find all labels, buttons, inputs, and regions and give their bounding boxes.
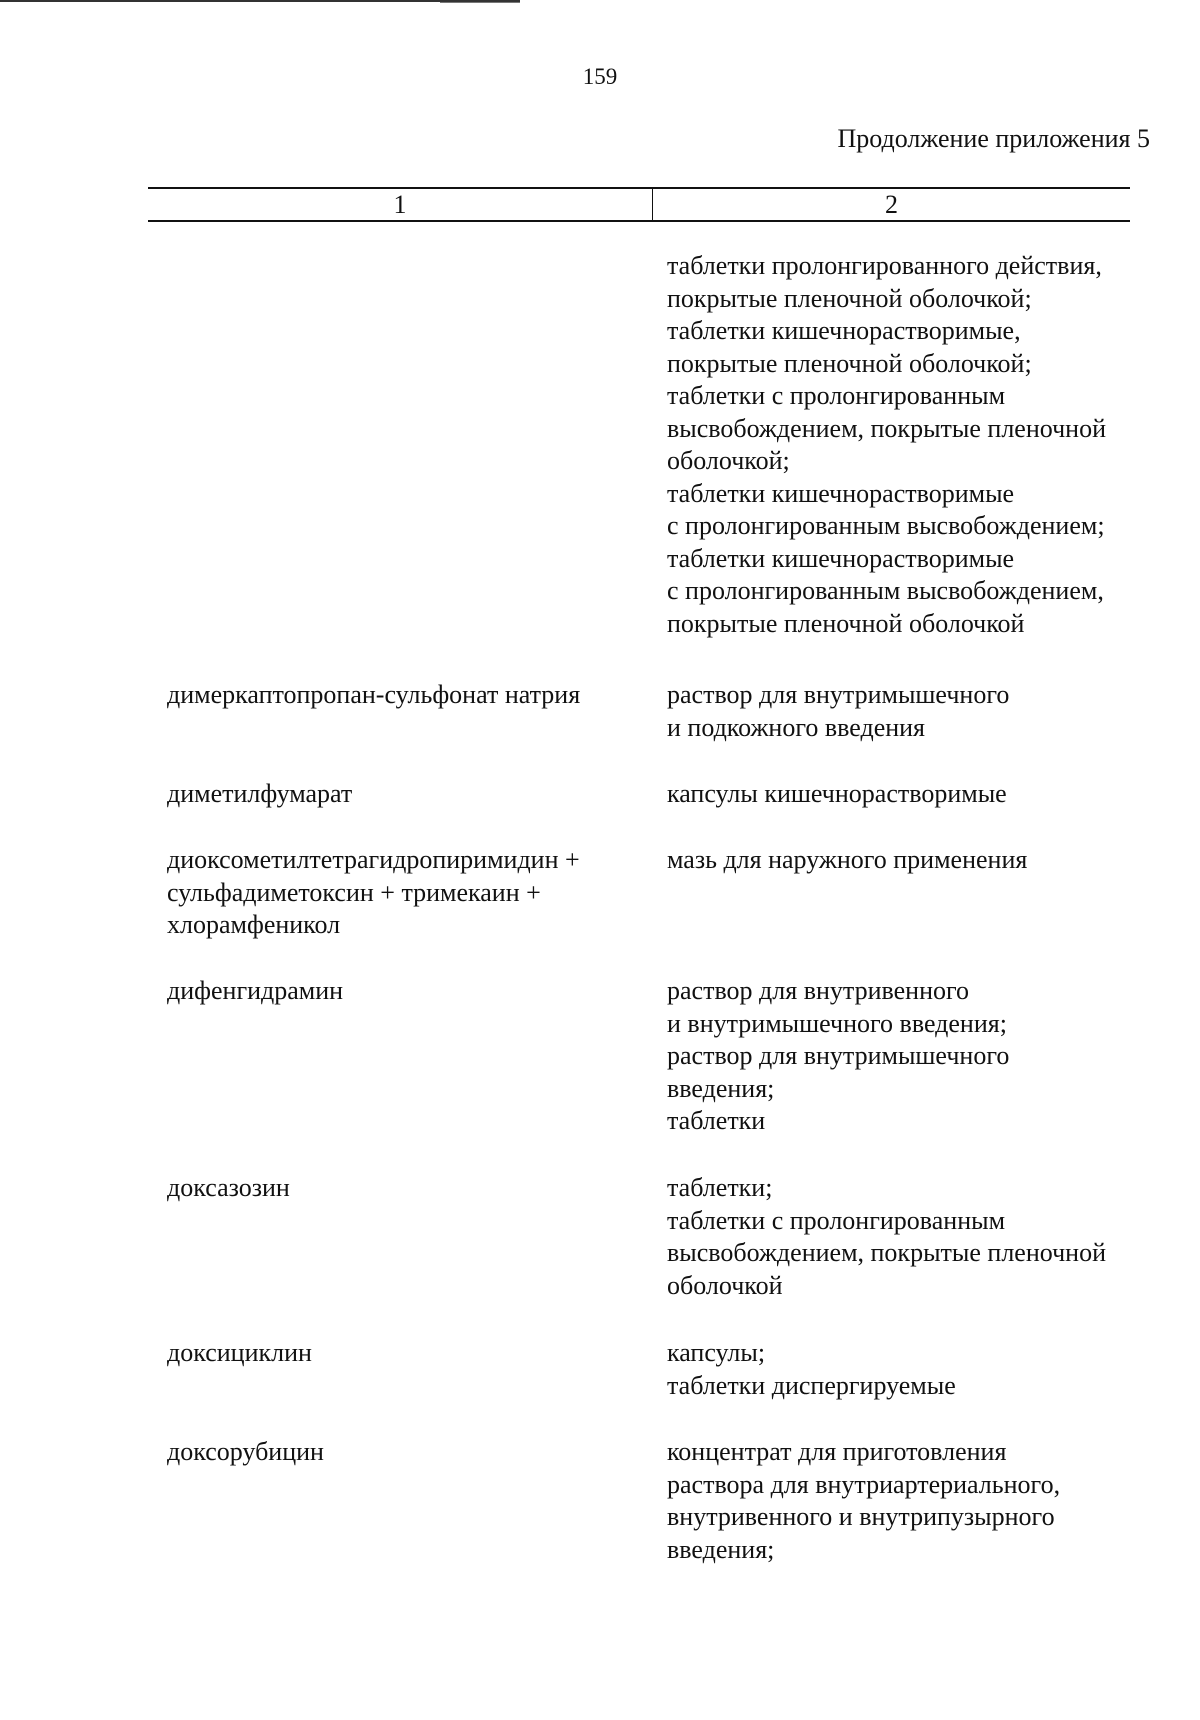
dosage-forms: раствор для внутривенного и внутримышечного введения; раствор для внутримышечного введения; таблетки [667,976,1010,1135]
dosage-forms: таблетки пролонгированного действия, покрытые пленочной оболочкой; таблетки кишечнорастворимые, покрытые пленочной оболочкой; таблетки с пролонгированным высвобождением, покрытые пленочной оболочкой; таблетки кишечнорастворимые с пролонгированным высвобождением; таблетки кишечнорастворимые с пролонгированным высвобождением, покрытые пленочной оболочкой [667,251,1106,638]
drug-name: дифенгидрамин [167,976,344,1005]
dosage-forms: раствор для внутримышечного и подкожного введения [667,680,1010,742]
drug-name: димеркаптопропан-сульфонат натрия [167,680,581,709]
page-number: 159 [582,64,618,89]
drug-name: доксазозин [167,1173,290,1202]
dosage-forms: концентрат для приготовления раствора для внутриартериального, внутривенного и внутрипузырного введения; [667,1437,1061,1564]
appendix-continuation-label: Продолжение приложения 5 [837,124,1150,153]
drug-name: доксорубицин [167,1437,324,1466]
column-header-2: 2 [885,190,898,219]
drug-name: диметилфумарат [167,779,353,808]
dosage-forms: таблетки; таблетки с пролонгированным высвобождением, покрытые пленочной оболочкой [667,1173,1106,1300]
drug-name: диоксометилтетрагидропиримидин + сульфадиметоксин + тримекаин + хлорамфеникол [167,845,580,939]
drug-name: доксициклин [167,1338,312,1367]
dosage-forms: капсулы кишечнорастворимые [667,779,1007,808]
dosage-forms: капсулы; таблетки диспергируемые [667,1338,956,1400]
column-header-1: 1 [393,190,407,219]
dosage-forms: мазь для наружного применения [667,845,1028,874]
